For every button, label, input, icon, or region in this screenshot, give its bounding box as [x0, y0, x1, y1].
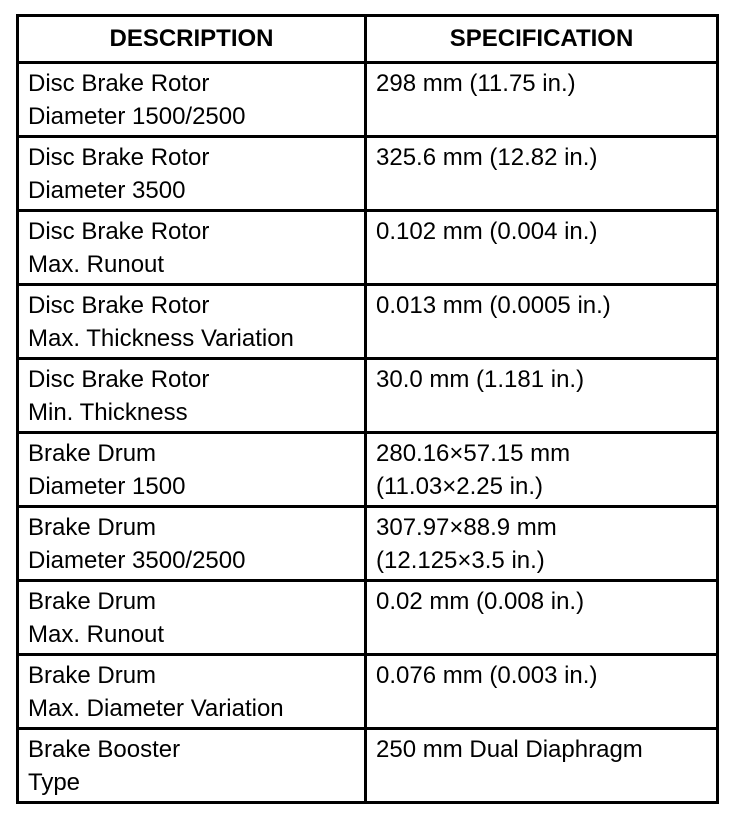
- specification-text: 0.102 mm (0.004 in.): [376, 218, 598, 245]
- table-row: [18, 655, 718, 729]
- description-text: Type: [28, 769, 81, 796]
- description-text: Disc Brake Rotor: [28, 218, 210, 245]
- specification-text: 0.076 mm (0.003 in.): [376, 662, 598, 689]
- specification-text: 298 mm (11.75 in.): [376, 70, 576, 97]
- specification-text: (12.125×3.5 in.): [376, 547, 545, 574]
- description-text: Disc Brake Rotor: [28, 144, 210, 171]
- specification-cell: [366, 285, 718, 359]
- table-body: [18, 63, 718, 803]
- description-text: Max. Diameter Variation: [28, 695, 284, 722]
- description-cell: [18, 729, 366, 803]
- description-cell: [18, 285, 366, 359]
- table-row: [18, 137, 718, 211]
- specification-cell: [366, 359, 718, 433]
- description-text: Brake Booster: [28, 736, 181, 763]
- specification-cell: [366, 655, 718, 729]
- specification-text: 30.0 mm (1.181 in.): [376, 366, 585, 393]
- description-text: Min. Thickness: [28, 399, 188, 426]
- description-text: Brake Drum: [28, 440, 157, 467]
- description-cell: [18, 655, 366, 729]
- description-text: Disc Brake Rotor: [28, 292, 210, 319]
- description-text: Diameter 3500: [28, 177, 186, 204]
- specification-text: (11.03×2.25 in.): [376, 473, 544, 500]
- table-row: [18, 63, 718, 137]
- table-row: [18, 285, 718, 359]
- specification-cell: [366, 63, 718, 137]
- description-text: Max. Runout: [28, 251, 165, 278]
- description-text: Max. Thickness Variation: [28, 325, 294, 352]
- description-text: Brake Drum: [28, 514, 157, 541]
- table-row: [18, 581, 718, 655]
- specification-text: 307.97×88.9 mm: [376, 514, 557, 541]
- description-cell: [18, 211, 366, 285]
- header-row: [18, 16, 718, 63]
- specification-cell: [366, 433, 718, 507]
- specification-text: 0.013 mm (0.0005 in.): [376, 292, 611, 319]
- specification-cell: [366, 581, 718, 655]
- table-row: [18, 211, 718, 285]
- description-cell: [18, 63, 366, 137]
- description-text: Disc Brake Rotor: [28, 366, 210, 393]
- specification-text: 0.02 mm (0.008 in.): [376, 588, 585, 615]
- specification-text: 280.16×57.15 mm: [376, 440, 571, 467]
- brake-specifications-table: [16, 14, 719, 804]
- specification-column-header: SPECIFICATION: [366, 16, 718, 63]
- specification-text: 325.6 mm (12.82 in.): [376, 144, 598, 171]
- description-cell: [18, 359, 366, 433]
- description-cell: [18, 137, 366, 211]
- description-text: Max. Runout: [28, 621, 165, 648]
- table-row: [18, 359, 718, 433]
- description-text: Diameter 3500/2500: [28, 547, 246, 574]
- description-text: Diameter 1500: [28, 473, 186, 500]
- table-row: [18, 507, 718, 581]
- table-row: [18, 729, 718, 803]
- description-text: Brake Drum: [28, 588, 157, 615]
- description-cell: [18, 507, 366, 581]
- description-text: Brake Drum: [28, 662, 157, 689]
- description-text: Disc Brake Rotor: [28, 70, 210, 97]
- specification-cell: [366, 507, 718, 581]
- description-column-header: DESCRIPTION: [18, 16, 366, 63]
- specification-text: 250 mm Dual Diaphragm: [376, 736, 643, 763]
- description-cell: [18, 581, 366, 655]
- description-text: Diameter 1500/2500: [28, 103, 246, 130]
- specification-cell: [366, 137, 718, 211]
- specification-cell: [366, 729, 718, 803]
- specification-cell: [366, 211, 718, 285]
- description-cell: [18, 433, 366, 507]
- table-row: [18, 433, 718, 507]
